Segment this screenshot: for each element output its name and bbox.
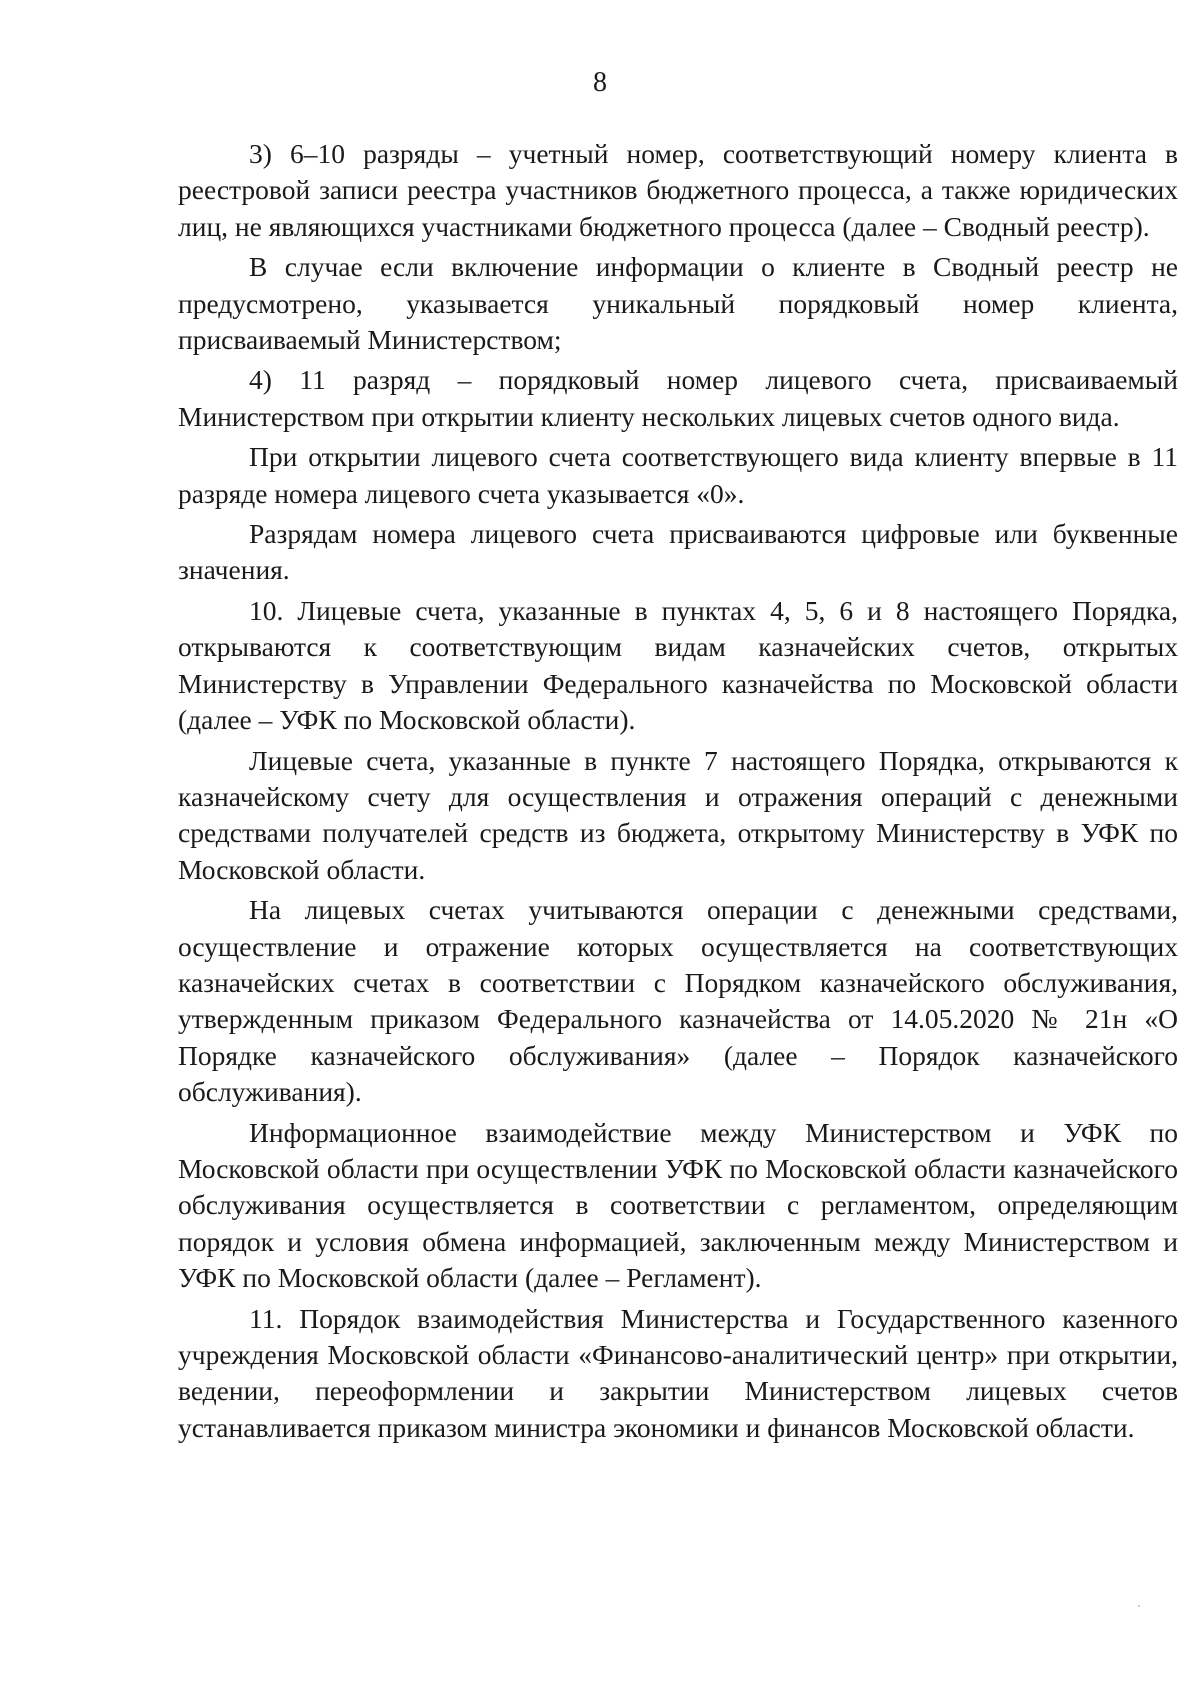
page-number: 8: [593, 67, 607, 98]
paragraph-unique-number: В случае если включение информации о клиенте в Сводный реестр не предусмотрено, указывается уникальный порядковый номер клиента, присваиваемый Министерством;: [178, 251, 1178, 356]
paragraph-information-exchange: Информационное взаимодействие между Министерством и УФК по Московской области при осуществлении УФК по Московской области казначейского обслуживания осуществляется в соответствии с регламентом, определяющим порядок и условия обмена информацией, заключенным между Министерством и УФК по Московской области (далее – Регламент).: [178, 1116, 1178, 1294]
paragraph-digits-6-10: 3) 6–10 разряды – учетный номер, соответствующий номеру клиента в реестровой записи реестра участников бюджетного процесса, а также юридических лиц, не являющихся участниками бюджетного процесса (далее – Сводный реестр).: [178, 138, 1178, 242]
document-body: [178, 136, 1178, 1450]
paragraph-digit-values: Разрядам номера лицевого счета присваиваются цифровые или буквенные значения.: [178, 518, 1178, 586]
paragraph-operations: На лицевых счетах учитываются операции с денежными средствами, осуществление и отражение которых осуществляется на соответствующих казначейских счетах в соответствии с Порядком казначейского обслуживания, утвержденным приказом Федерального казначейства от 14.05.2020 № 21н «О Порядке казначейского обслуживания» (далее – Порядок казначейского обслуживания).: [178, 894, 1178, 1108]
paragraph-item-11: 11. Порядок взаимодействия Министерства и Государственного казенного учреждения Московской области «Финансово-аналитический центр» при открытии, ведении, переоформлении и закрытии Министерством лицевых счетов устанавливается приказом министра экономики и финансов Московской области.: [178, 1302, 1178, 1443]
paragraph-first-opening: При открытии лицевого счета соответствующего вида клиенту впервые в 11 разряде номера лицевого счета указывается «0».: [178, 441, 1178, 509]
paragraph-item-7-accounts: Лицевые счета, указанные в пункте 7 настоящего Порядка, открываются к казначейскому счету для осуществления и отражения операций с денежными средствами получателей средств из бюджета, открытому Министерству в УФК по Московской области.: [178, 744, 1178, 885]
paragraph-item-10: 10. Лицевые счета, указанные в пунктах 4, 5, 6 и 8 настоящего Порядка, открываются к соответствующим видам казначейских счетов, открытых Министерству в Управлении Федерального казначейства по Московской области (далее – УФК по Московской области).: [178, 594, 1178, 736]
scan-artifact: [1138, 1605, 1140, 1607]
paragraph-digit-11: 4) 11 разряд – порядковый номер лицевого счета, присваиваемый Министерством при открытии клиенту нескольких лицевых счетов одного вида.: [178, 364, 1178, 432]
